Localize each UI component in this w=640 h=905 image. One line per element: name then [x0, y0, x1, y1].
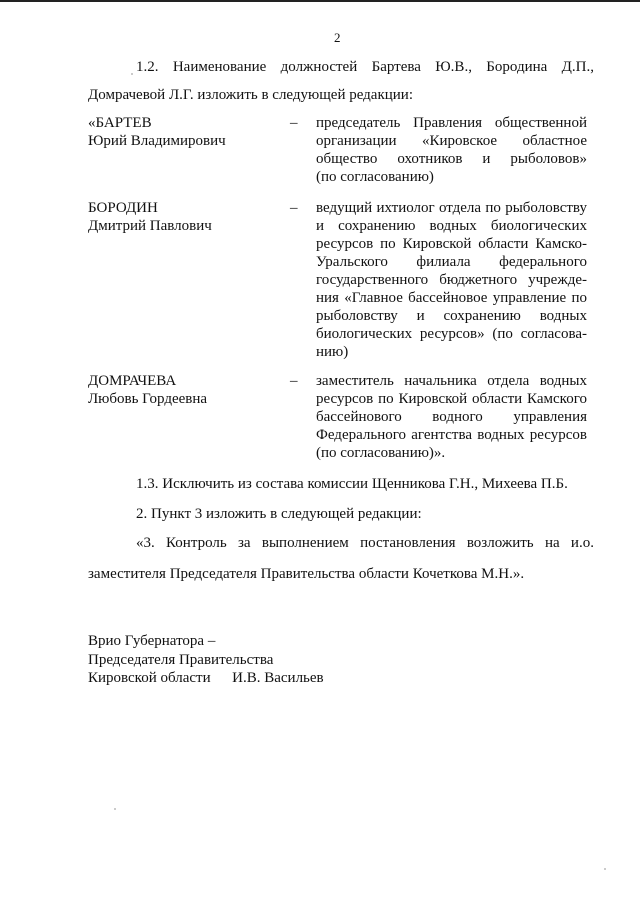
paragraph-word: Бородина [486, 59, 548, 75]
position-word: и [416, 308, 425, 324]
position-line [316, 289, 587, 307]
signature-block [88, 632, 324, 688]
position-line [316, 408, 587, 426]
position-line [316, 426, 587, 444]
position-line [316, 168, 587, 186]
scan-speck [604, 868, 606, 870]
position-word: области [472, 391, 523, 407]
position-word: водных [539, 308, 587, 324]
position-line [316, 325, 587, 343]
position-word: Кировской [398, 391, 468, 407]
paragraph-1-2-line-2: Домрачевой Л.Г. изложить в следующей редакции: [88, 87, 414, 103]
signature-organization: Кировской области [88, 670, 211, 686]
position-word: по [378, 391, 394, 407]
position-word: рыболовству [505, 200, 587, 216]
position-word: сохранению [443, 308, 521, 324]
position-word: по [485, 200, 501, 216]
paragraph-3-line-1 [136, 534, 594, 552]
position-line [316, 390, 587, 408]
position-line [316, 307, 587, 325]
position-word: филиала [416, 254, 471, 270]
position-word: начальника [404, 373, 477, 389]
paragraph-word: Д.П., [561, 59, 594, 75]
signature-title-line-1: Врио Губернатора – [88, 633, 216, 649]
position-word: федерального [499, 254, 587, 270]
signature-line-3 [88, 669, 324, 688]
position-word: ния [316, 290, 339, 306]
position-word: Кировской [402, 236, 472, 252]
top-border-line [0, 0, 640, 2]
dash: – [290, 200, 298, 216]
position-word: водных [539, 373, 587, 389]
paragraph-word: постановления [360, 535, 456, 551]
dash: – [290, 373, 298, 389]
paragraph-word: должностей [280, 59, 358, 75]
position-word: управления [513, 409, 587, 425]
position-word: ресурсов [529, 427, 587, 443]
signature-title-line-2: Председателя Правительства [88, 651, 274, 668]
position-word: отдела [438, 200, 482, 216]
position-word: управление [492, 290, 567, 306]
paragraph-word: выполнением [261, 535, 349, 551]
paragraph-word: возложить [466, 535, 534, 551]
position-word: рыболовов» [510, 151, 587, 167]
position-line [316, 150, 587, 168]
paragraph-1-2-line-1 [136, 58, 594, 76]
position-word: водных [429, 218, 477, 234]
position-word: «Главное [344, 290, 403, 306]
position-word: областное [522, 133, 587, 149]
position-word: заместитель [316, 373, 394, 389]
position-word: водного [432, 409, 483, 425]
person-given-names: Юрий Владимирович [88, 133, 226, 149]
position-word: (по [492, 326, 513, 342]
page-number: 2 [334, 30, 341, 45]
paragraph-word: Ю.В., [435, 59, 472, 75]
position-word: по [571, 290, 587, 306]
position-word: и [316, 218, 325, 234]
paragraph-word: Контроль [166, 535, 227, 551]
position-word: Правления [413, 115, 483, 131]
position-word: (по согласованию)». [316, 445, 446, 461]
position-word: (по согласованию) [316, 169, 434, 185]
position-word: водных [477, 427, 525, 443]
position-line [316, 253, 587, 271]
person-name [88, 199, 212, 235]
position-word: бюджетного [439, 272, 518, 288]
position-word: Камско- [535, 236, 587, 252]
position-word: сохранению [338, 218, 416, 234]
signature-name: И.В. Васильев [232, 670, 324, 686]
position-word: бассейновое [408, 290, 488, 306]
position-word: общество [316, 151, 378, 167]
paragraph-3-line-2: заместителя Председателя Правительства области Кочеткова М.Н.». [88, 566, 525, 582]
position-word: рыболовству [316, 308, 398, 324]
person-position [316, 199, 587, 361]
position-word: ресурсов» [419, 326, 485, 342]
person-position [316, 114, 587, 186]
paragraph-word: Наименование [172, 59, 267, 75]
scan-speck [131, 73, 133, 75]
position-word: ресурсов [316, 236, 374, 252]
position-line [316, 217, 587, 235]
position-word: агентства [411, 427, 473, 443]
position-word: ведущий [316, 200, 373, 216]
position-line [316, 372, 587, 390]
position-word: биологических [316, 326, 413, 342]
position-word: государственного [316, 272, 429, 288]
paragraph-word: за [238, 535, 251, 551]
position-word: ресурсов [316, 391, 374, 407]
position-word: Федерального [316, 427, 407, 443]
person-surname: ДОМРАЧЕВА [88, 373, 177, 389]
position-word: Уральского [316, 254, 388, 270]
position-line [316, 444, 587, 462]
person-given-names: Любовь Гордеевна [88, 391, 208, 407]
position-line [316, 235, 587, 253]
position-line [316, 343, 587, 361]
paragraph-1-3: 1.3. Исключить из состава комиссии Щенникова Г.Н., Михеева П.Б. [136, 476, 568, 492]
person-surname: БОРОДИН [88, 200, 158, 216]
position-word: ихтиолог [376, 200, 435, 216]
dash: – [290, 115, 298, 131]
position-word: Камского [527, 391, 587, 407]
position-line [316, 271, 587, 289]
paragraph-word: на [544, 535, 560, 551]
position-word: нию) [316, 344, 349, 360]
position-word: учрежде- [528, 272, 587, 288]
position-line [316, 114, 587, 132]
position-word: отдела [487, 373, 530, 389]
person-name [88, 114, 226, 150]
position-word: согласова- [520, 326, 587, 342]
position-word: общественной [494, 115, 587, 131]
position-word: «Кировское [421, 133, 498, 149]
person-name [88, 372, 207, 408]
position-line [316, 132, 587, 150]
paragraph-word: «3. [136, 535, 155, 551]
position-line [316, 199, 587, 217]
paragraph-2: 2. Пункт 3 изложить в следующей редакции: [136, 506, 422, 522]
scan-speck [114, 808, 116, 810]
position-word: биологических [490, 218, 587, 234]
position-word: председатель [316, 115, 401, 131]
position-word: и [482, 151, 491, 167]
position-word: охотников [397, 151, 463, 167]
position-word: бассейнового [316, 409, 402, 425]
position-word: по [380, 236, 396, 252]
paragraph-word: 1.2. [136, 59, 159, 75]
position-word: области [478, 236, 529, 252]
paragraph-word: Бартева [371, 59, 421, 75]
person-position [316, 372, 587, 462]
position-word: организации [316, 133, 397, 149]
person-surname: «БАРТЕВ [88, 115, 152, 131]
paragraph-word: и.о. [570, 535, 594, 551]
person-given-names: Дмитрий Павлович [88, 218, 212, 234]
